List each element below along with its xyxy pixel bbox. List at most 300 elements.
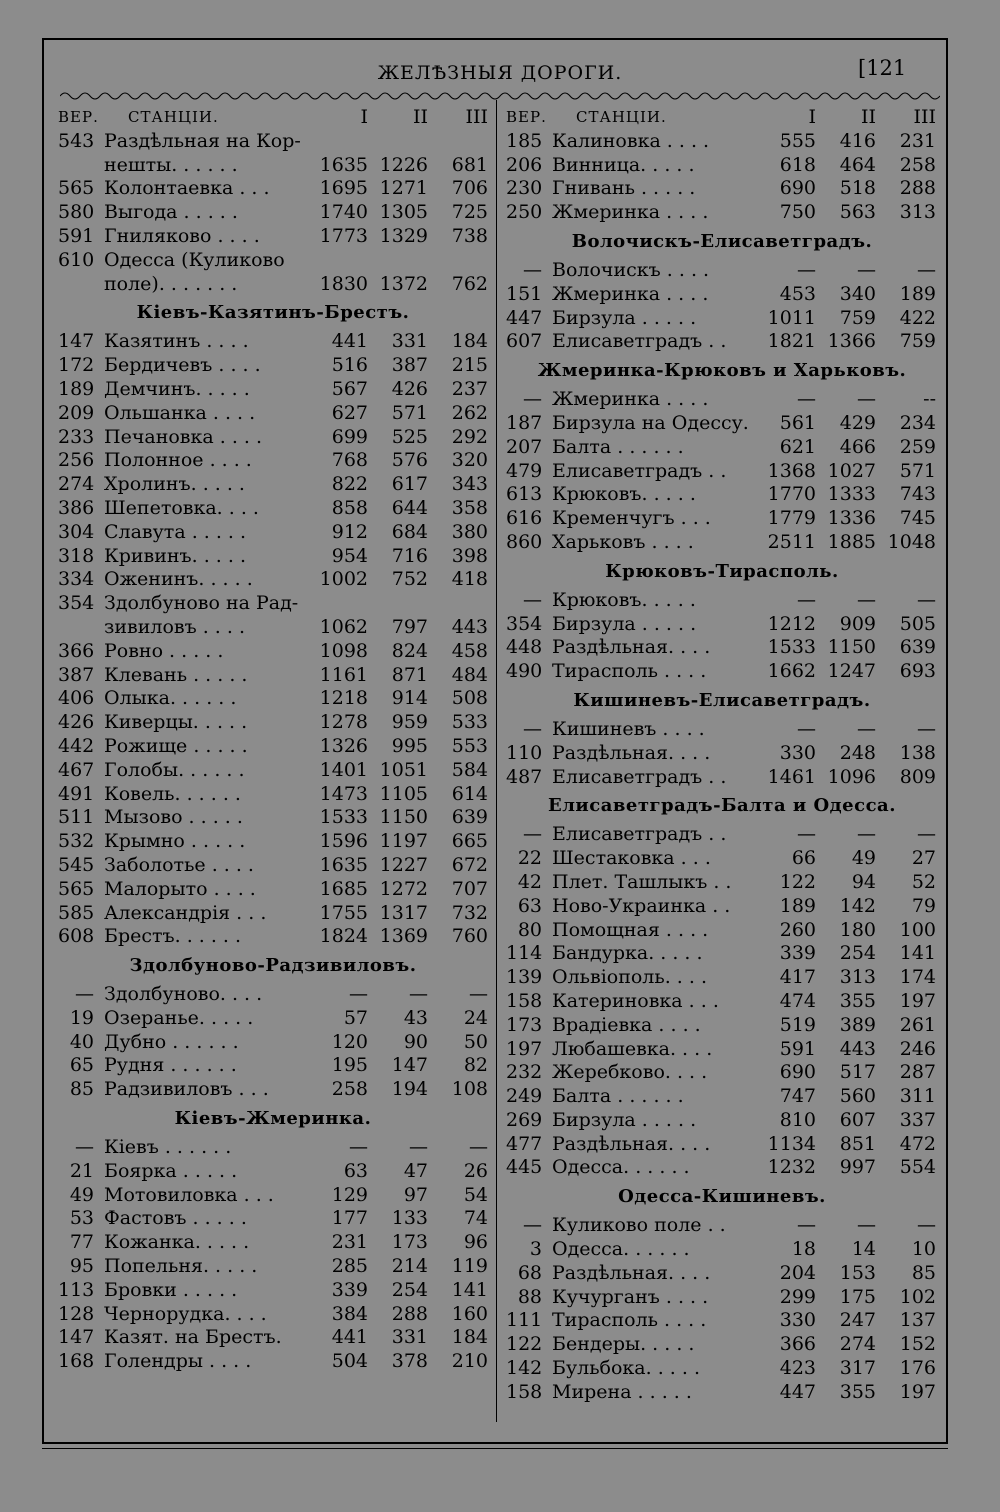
station-cell: Голобы. . . . . . (104, 758, 245, 781)
station-cell: Рудня . . . . . . (104, 1054, 237, 1077)
verst-cell: 511 (58, 806, 95, 829)
station-cell: Выгода . . . . . (104, 201, 238, 224)
class-2-fare: 1317 (379, 901, 428, 924)
verst-cell: 354 (58, 592, 95, 615)
table-row (58, 330, 488, 354)
class-1-fare: 330 (779, 1309, 816, 1332)
class-3-fare: 152 (899, 1333, 936, 1356)
verst-cell: 366 (58, 639, 95, 662)
table-row (58, 1303, 488, 1327)
table-row (58, 568, 488, 592)
class-1-fare: 231 (331, 1231, 368, 1254)
class-2-fare: 560 (839, 1085, 876, 1108)
section-title: Здолбуново-Радзивиловъ. (129, 955, 417, 977)
station-cell: Рожище . . . . . (104, 734, 248, 757)
table-row (58, 449, 488, 473)
table-row (58, 664, 488, 688)
verst-cell: 591 (58, 224, 95, 247)
verst-cell: 80 (517, 918, 542, 941)
station-cell: Плет. Ташлыкъ . . (552, 870, 732, 893)
class-2-fare: 909 (839, 612, 876, 635)
class-2-fare: 180 (839, 918, 876, 941)
table-row (58, 878, 488, 902)
class-1-fare: 423 (779, 1357, 816, 1380)
table-row (506, 1156, 938, 1180)
class-1-fare: — (797, 717, 816, 740)
table-row (58, 1279, 488, 1303)
class-3-fare: 681 (451, 153, 488, 176)
table-row (506, 307, 938, 331)
class-1-fare: 621 (779, 435, 816, 458)
station-cell: Бендеры. . . . . (552, 1333, 695, 1356)
station-cell: Раздѣльная. . . . (552, 741, 711, 764)
class-3-fare: 614 (451, 782, 488, 805)
verst-cell: 185 (506, 129, 543, 152)
verst-cell: 53 (69, 1207, 94, 1230)
station-cell: Бердичевъ . . . . (104, 354, 261, 377)
section-title: Одесса-Кишиневъ. (618, 1186, 826, 1208)
class-3-fare: 189 (899, 282, 936, 305)
table-row (58, 1255, 488, 1279)
verst-cell: 447 (506, 306, 543, 329)
class-2-fare: 340 (839, 282, 876, 305)
class-2-fare: — (857, 388, 876, 411)
header-class-2: II (412, 106, 428, 128)
table-row (506, 613, 938, 637)
station-cell: Радзивиловъ . . . (104, 1078, 269, 1101)
class-1-fare: — (797, 388, 816, 411)
station-cell: Балта . . . . . . (552, 435, 684, 458)
class-3-fare: 261 (899, 1013, 936, 1036)
table-row (506, 966, 938, 990)
station-cell: Крюковъ. . . . . (552, 588, 696, 611)
class-1-fare: 1824 (319, 925, 368, 948)
class-2-fare: 313 (839, 966, 876, 989)
verst-cell: 139 (506, 966, 543, 989)
class-2-fare: 317 (839, 1357, 876, 1380)
class-2-fare: 617 (391, 473, 428, 496)
class-1-fare: 504 (331, 1350, 368, 1373)
class-1-fare: 339 (779, 942, 816, 965)
verst-cell: 68 (517, 1261, 542, 1284)
verst-cell: 426 (58, 711, 95, 734)
class-1-fare: 1830 (319, 272, 368, 295)
table-row (58, 545, 488, 569)
table-row (506, 1381, 938, 1405)
class-1-fare: — (349, 1136, 368, 1159)
station-cell: Катериновка . . . (552, 989, 719, 1012)
verst-cell: 77 (69, 1231, 94, 1254)
station-cell: Жмеринка . . . . (552, 388, 709, 411)
class-3-fare: 137 (899, 1309, 936, 1332)
station-cell: Одесса. . . . . . (552, 1156, 690, 1179)
class-2-fare: 1372 (379, 272, 428, 295)
class-2-fare: 416 (839, 129, 876, 152)
station-cell: Кучурганъ . . . . (552, 1285, 709, 1308)
class-1-fare: 690 (779, 177, 816, 200)
class-3-fare: — (917, 588, 936, 611)
column-divider (496, 100, 497, 1422)
verst-cell: 110 (506, 741, 543, 764)
class-2-fare: 355 (839, 989, 876, 1012)
class-2-fare: — (857, 258, 876, 281)
verst-cell: 49 (69, 1183, 94, 1206)
station-cell: Бирзула . . . . . (552, 1108, 697, 1131)
station-cell: Славута . . . . . (104, 520, 247, 543)
class-3-fare: 311 (899, 1085, 936, 1108)
station-cell: Кіевъ . . . . . . (104, 1136, 232, 1159)
verst-cell: 173 (506, 1013, 543, 1036)
verst-cell: 3 (529, 1238, 542, 1261)
station-cell: Бирзула . . . . . (552, 612, 697, 635)
bottom-rule-thin (42, 1448, 948, 1449)
table-row (58, 735, 488, 759)
table-row (58, 759, 488, 783)
table-row (506, 895, 938, 919)
table-row (506, 990, 938, 1014)
station-cell: Бульбока. . . . . (552, 1357, 700, 1380)
verst-cell: 479 (506, 459, 543, 482)
class-3-fare: 380 (451, 520, 488, 543)
table-row (58, 1078, 488, 1102)
station-cell: Кишиневъ . . . . (552, 717, 705, 740)
table-row (58, 711, 488, 735)
class-1-fare: 822 (331, 473, 368, 496)
verst-cell: 209 (58, 401, 95, 424)
column-header (506, 106, 938, 130)
verst-cell: — (523, 388, 542, 411)
verst-cell: — (523, 717, 542, 740)
class-2-fare: 248 (839, 741, 876, 764)
class-2-fare: 563 (839, 201, 876, 224)
class-1-fare: 447 (779, 1380, 816, 1403)
class-1-fare: — (797, 1214, 816, 1237)
verst-cell: 274 (58, 473, 95, 496)
class-2-fare: 90 (403, 1030, 428, 1053)
station-cell: Калиновка . . . . (552, 129, 710, 152)
header-verst: ВЕР. (506, 108, 547, 126)
class-1-fare: 1821 (767, 330, 816, 353)
table-row (506, 154, 938, 178)
table-row (506, 919, 938, 943)
class-1-fare: 1770 (767, 483, 816, 506)
table-row (58, 1231, 488, 1255)
class-2-fare: — (409, 1136, 428, 1159)
station-cell: Здолбуново. . . . (104, 983, 263, 1006)
station-cell: Балта . . . . . . (552, 1085, 684, 1108)
verst-cell: — (523, 823, 542, 846)
section-title: Кишиневъ-Елисаветградъ. (573, 689, 871, 711)
class-2-fare: 1272 (379, 877, 428, 900)
class-2-fare: 1247 (827, 660, 876, 683)
station-cell: Мызово . . . . . (104, 806, 243, 829)
class-3-fare: 738 (451, 224, 488, 247)
class-2-fare: 97 (403, 1183, 428, 1206)
verst-cell: 122 (506, 1333, 543, 1356)
class-2-fare: 1150 (379, 806, 428, 829)
class-3-fare: 472 (899, 1132, 936, 1155)
verst-cell: 613 (506, 483, 543, 506)
class-3-fare: 184 (451, 330, 488, 353)
table-row (58, 154, 488, 178)
class-3-fare: 508 (451, 687, 488, 710)
class-2-fare: 1197 (379, 830, 428, 853)
verst-cell: 233 (58, 425, 95, 448)
class-3-fare: 50 (463, 1030, 488, 1053)
table-row (506, 1061, 938, 1085)
table-row (58, 402, 488, 426)
class-1-fare: 1740 (319, 201, 368, 224)
class-3-fare: 85 (911, 1261, 936, 1284)
class-3-fare: 74 (463, 1207, 488, 1230)
verst-cell: 256 (58, 449, 95, 472)
class-1-fare: 1098 (319, 639, 368, 662)
class-3-fare: 210 (451, 1350, 488, 1373)
header-station: СТАНЦІИ. (576, 108, 667, 126)
table-row (506, 259, 938, 283)
class-1-fare: 1212 (767, 612, 816, 635)
table-row (58, 1326, 488, 1350)
class-1-fare: 453 (779, 282, 816, 305)
left-column (58, 106, 488, 1374)
station-cell: поле). . . . . . . (104, 272, 238, 295)
class-2-fare: 684 (391, 520, 428, 543)
station-cell: нешты. . . . . . (104, 153, 238, 176)
table-row (58, 1207, 488, 1231)
class-1-fare: 1161 (319, 663, 368, 686)
class-1-fare: 1134 (767, 1132, 816, 1155)
header-class-2: II (860, 106, 876, 128)
table-row (58, 592, 488, 616)
table-row (58, 378, 488, 402)
station-cell: Ковель. . . . . . (104, 782, 241, 805)
class-2-fare: 153 (839, 1261, 876, 1284)
verst-cell: 147 (58, 330, 95, 353)
class-2-fare: 644 (391, 496, 428, 519)
class-1-fare: — (349, 983, 368, 1006)
station-cell: Александрія . . . (104, 901, 267, 924)
table-row (506, 589, 938, 613)
station-cell: зивиловъ . . . . (104, 615, 245, 638)
class-1-fare: 690 (779, 1061, 816, 1084)
verst-cell: 477 (506, 1132, 543, 1155)
station-cell: Одесса. . . . . . (552, 1238, 690, 1261)
class-3-fare: 292 (451, 425, 488, 448)
class-1-fare: 122 (779, 870, 816, 893)
verst-cell: 354 (506, 612, 543, 635)
class-2-fare: 288 (391, 1302, 428, 1325)
class-1-fare: 120 (331, 1030, 368, 1053)
class-1-fare: 1062 (319, 615, 368, 638)
class-3-fare: 743 (899, 483, 936, 506)
class-1-fare: 567 (331, 377, 368, 400)
class-3-fare: 287 (899, 1061, 936, 1084)
header-station: СТАНЦІИ. (128, 108, 219, 126)
verst-cell: 543 (58, 129, 95, 152)
class-2-fare: 43 (403, 1006, 428, 1029)
class-1-fare: 1695 (319, 177, 368, 200)
class-3-fare: 443 (451, 615, 488, 638)
class-3-fare: 197 (899, 1380, 936, 1403)
section-title: Кіевъ-Жмеринка. (174, 1108, 372, 1130)
class-3-fare: 52 (911, 870, 936, 893)
station-cell: Казятинъ . . . . (104, 330, 249, 353)
class-3-fare: 288 (899, 177, 936, 200)
station-cell: Ольвіополь. . . . (552, 966, 707, 989)
class-3-fare: 313 (899, 201, 936, 224)
table-row (506, 436, 938, 460)
class-1-fare: 339 (331, 1278, 368, 1301)
class-3-fare: 571 (899, 459, 936, 482)
station-cell: Врадіевка . . . . (552, 1013, 701, 1036)
station-cell: Кожанка. . . . . (104, 1231, 250, 1254)
station-cell: Елисаветградъ . . (552, 459, 727, 482)
class-1-fare: 1533 (767, 636, 816, 659)
class-2-fare: 1333 (827, 483, 876, 506)
class-2-fare: 518 (839, 177, 876, 200)
table-row (58, 249, 488, 273)
station-cell: Бровки . . . . . (104, 1278, 238, 1301)
header-class-1: I (808, 106, 816, 128)
class-3-fare: 246 (899, 1037, 936, 1060)
class-1-fare: 57 (343, 1006, 368, 1029)
verst-cell: 158 (506, 1380, 543, 1403)
table-row (506, 460, 938, 484)
class-2-fare: 331 (391, 330, 428, 353)
class-3-fare: 706 (451, 177, 488, 200)
class-1-fare: 591 (779, 1037, 816, 1060)
class-1-fare: 627 (331, 401, 368, 424)
class-1-fare: 384 (331, 1302, 368, 1325)
station-cell: Гнивань . . . . . (552, 177, 696, 200)
station-cell: Бирзула на Одессу. (552, 411, 749, 434)
class-3-fare: 54 (463, 1183, 488, 1206)
class-3-fare: 82 (463, 1054, 488, 1077)
class-2-fare: — (857, 717, 876, 740)
right-table-body (506, 130, 938, 1405)
verst-cell: 168 (58, 1350, 95, 1373)
station-cell: Елисаветградъ . . (552, 823, 727, 846)
station-cell: Клевань . . . . . (104, 663, 248, 686)
table-row (506, 823, 938, 847)
verst-cell: 142 (506, 1357, 543, 1380)
verst-cell: 387 (58, 663, 95, 686)
class-3-fare: — (469, 983, 488, 1006)
table-row (506, 718, 938, 742)
station-cell: Жеребково. . . . (552, 1061, 708, 1084)
class-1-fare: 366 (779, 1333, 816, 1356)
verst-cell: 545 (58, 853, 95, 876)
class-2-fare: 607 (839, 1108, 876, 1131)
station-cell: Попельня. . . . . (104, 1255, 258, 1278)
table-row (58, 225, 488, 249)
class-2-fare: 133 (391, 1207, 428, 1230)
class-3-fare: 79 (911, 894, 936, 917)
table-row (58, 902, 488, 926)
table-row (506, 1238, 938, 1262)
station-cell: Чернорудка. . . . (104, 1302, 267, 1325)
table-row (58, 616, 488, 640)
class-3-fare: 1048 (887, 530, 936, 553)
section-title: Волочискъ-Елисаветградъ. (571, 230, 873, 252)
class-3-fare: 176 (899, 1357, 936, 1380)
station-cell: Колонтаевка . . . (104, 177, 270, 200)
header-verst: ВЕР. (58, 108, 99, 126)
left-table-body (58, 130, 488, 1374)
class-2-fare: 378 (391, 1350, 428, 1373)
class-2-fare: 959 (391, 711, 428, 734)
class-1-fare: 519 (779, 1013, 816, 1036)
class-1-fare: 1773 (319, 224, 368, 247)
column-header (58, 106, 488, 130)
class-2-fare: 14 (851, 1238, 876, 1261)
class-2-fare: 517 (839, 1061, 876, 1084)
verst-cell: 111 (506, 1309, 543, 1332)
class-3-fare: — (917, 1214, 936, 1237)
class-2-fare: 389 (839, 1013, 876, 1036)
page-number: [121 (858, 56, 907, 80)
verst-cell: 113 (58, 1278, 95, 1301)
station-cell: Куликово поле . . (552, 1214, 726, 1237)
class-2-fare: 1271 (379, 177, 428, 200)
class-1-fare: 750 (779, 201, 816, 224)
class-1-fare: 1326 (319, 734, 368, 757)
table-row (506, 1286, 938, 1310)
verst-cell: 114 (506, 942, 543, 965)
wavy-divider (60, 88, 940, 104)
station-cell: Казят. на Брестъ. (104, 1326, 282, 1349)
class-2-fare: 175 (839, 1285, 876, 1308)
class-2-fare: 443 (839, 1037, 876, 1060)
verst-cell: 232 (506, 1061, 543, 1084)
class-1-fare: 129 (331, 1183, 368, 1206)
verst-cell: 406 (58, 687, 95, 710)
class-2-fare: — (857, 1214, 876, 1237)
table-row (58, 806, 488, 830)
verst-cell: 386 (58, 496, 95, 519)
class-3-fare: 725 (451, 201, 488, 224)
class-2-fare: 759 (839, 306, 876, 329)
class-3-fare: 422 (899, 306, 936, 329)
table-row (58, 830, 488, 854)
verst-cell: 532 (58, 830, 95, 853)
class-2-fare: 576 (391, 449, 428, 472)
verst-cell: 158 (506, 989, 543, 1012)
class-2-fare: 1105 (379, 782, 428, 805)
verst-cell: 22 (517, 847, 542, 870)
table-row (58, 1031, 488, 1055)
verst-cell: 318 (58, 544, 95, 567)
station-cell: Печановка . . . . (104, 425, 263, 448)
class-1-fare: 1232 (767, 1156, 816, 1179)
table-row (58, 177, 488, 201)
station-cell: Фастовъ . . . . . (104, 1207, 247, 1230)
verst-cell: 40 (69, 1030, 94, 1053)
table-row (506, 1333, 938, 1357)
class-1-fare: 1278 (319, 711, 368, 734)
station-cell: Тирасполь . . . . (552, 1309, 707, 1332)
class-1-fare: 747 (779, 1085, 816, 1108)
class-3-fare: 762 (451, 272, 488, 295)
class-1-fare: 1779 (767, 507, 816, 530)
station-cell: Оженинъ. . . . . (104, 568, 253, 591)
station-cell: Гниляково . . . . (104, 224, 260, 247)
class-3-fare: 184 (451, 1326, 488, 1349)
class-3-fare: 174 (899, 966, 936, 989)
class-2-fare: 1227 (379, 853, 428, 876)
class-2-fare: 1226 (379, 153, 428, 176)
station-cell: Голендры . . . . (104, 1350, 252, 1373)
